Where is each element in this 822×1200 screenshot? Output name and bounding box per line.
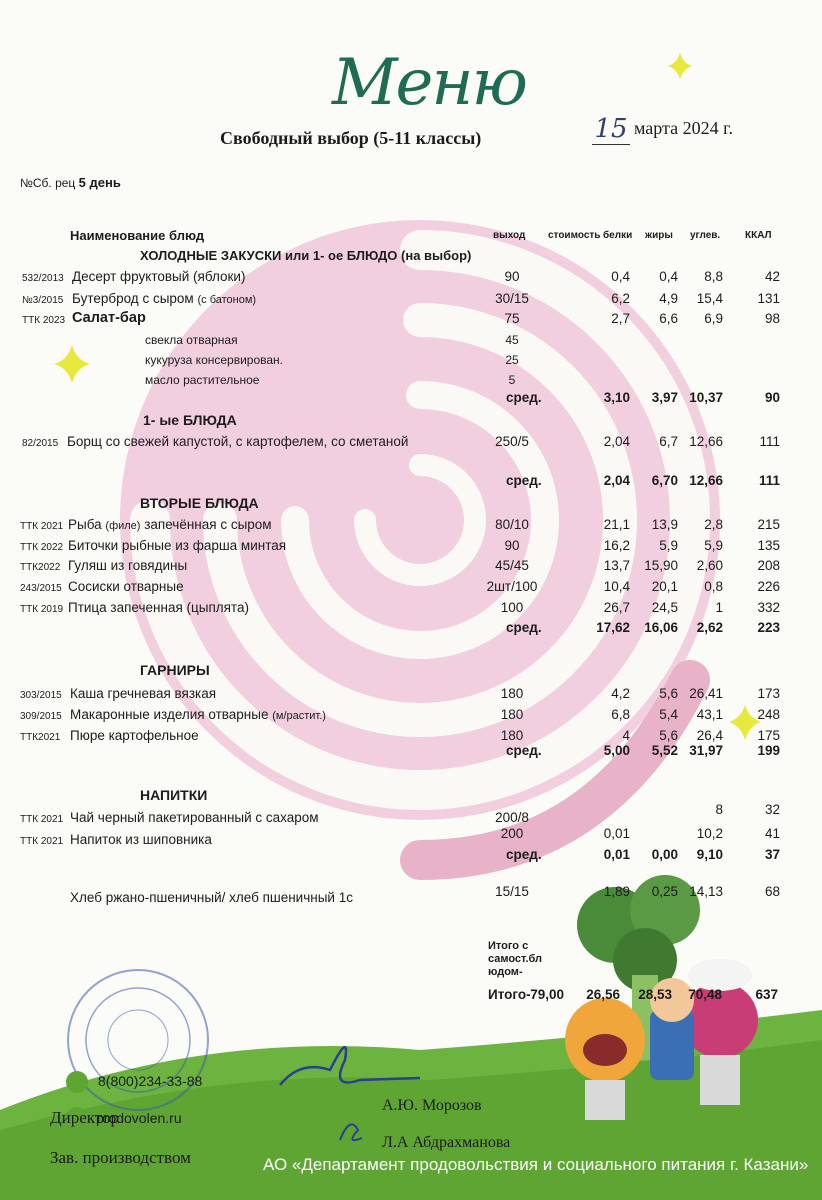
row-code: ТТК2021	[20, 732, 61, 743]
row-name	[68, 517, 272, 532]
row-yield: 75	[504, 311, 520, 326]
row-kcal: 41	[764, 826, 780, 841]
row-name: Напиток из шиповника	[70, 832, 212, 847]
row-name: Чай черный пакетированный с сахаром	[70, 810, 319, 825]
row-fat: 15,90	[644, 558, 678, 573]
col-yield: выход	[493, 230, 526, 241]
avg-protein: 0,01	[603, 847, 630, 862]
salad-part-yield: 25	[505, 353, 519, 367]
phone-icon	[66, 1071, 88, 1093]
col-fat: жиры	[645, 230, 673, 241]
page-title: Меню	[332, 46, 526, 120]
row-name: Гуляш из говядины	[68, 558, 188, 573]
row-fat: 0,4	[659, 269, 678, 284]
row-protein: 6,2	[611, 291, 630, 306]
avg-label: сред.	[506, 620, 542, 635]
section-garnish: ГАРНИРЫ	[140, 662, 210, 678]
row-code: ТТК2022	[20, 562, 61, 573]
avg-label: сред.	[506, 390, 542, 405]
row-name: Сосиски отварные	[68, 579, 184, 594]
row-fat: 5,6	[659, 728, 678, 743]
row-carbs: 10,2	[696, 826, 723, 841]
row-carbs: 6,9	[704, 311, 723, 326]
row-yield: 90	[504, 269, 520, 284]
row-kcal: 173	[757, 686, 780, 701]
row-code: 309/2015	[20, 711, 62, 722]
row-fat: 13,9	[651, 517, 678, 532]
row-yield: 100	[500, 600, 524, 615]
row-carbs: 8	[715, 802, 723, 817]
row-yield: 180	[500, 686, 524, 701]
row-protein: 1,89	[603, 884, 630, 899]
avg-fat: 5,52	[651, 743, 678, 758]
day-number: 5 день	[78, 175, 121, 190]
row-yield: 250/5	[495, 434, 529, 449]
row-protein: 16,2	[603, 538, 630, 553]
row-name: Пюре картофельное	[70, 728, 199, 743]
avg-carbs: 2,62	[696, 620, 723, 635]
row-code: 532/2013	[22, 273, 64, 284]
row-yield: 45/45	[495, 558, 529, 573]
date-day: 15	[592, 114, 630, 145]
row-yield: 180	[500, 728, 524, 743]
totals-label-line: юдом-	[488, 966, 523, 978]
totals-label	[488, 940, 542, 979]
avg-label: сред.	[506, 743, 542, 758]
totals-label-line: Итого с	[488, 940, 529, 952]
row-fat: 6,7	[659, 434, 678, 449]
row-kcal: 332	[757, 600, 780, 615]
day-code: №Сб. рец	[20, 176, 76, 190]
row-name: Салат-бар	[72, 310, 146, 326]
row-carbs: 26,4	[696, 728, 723, 743]
col-protein: белки	[603, 230, 633, 241]
salad-part-name: свекла отварная	[145, 333, 238, 347]
row-kcal: 98	[764, 311, 780, 326]
row-kcal: 226	[757, 579, 780, 594]
row-protein: 0,4	[611, 269, 630, 284]
row-fat: 24,5	[651, 600, 678, 615]
row-code: №3/2015	[22, 295, 64, 306]
row-protein: 13,7	[603, 558, 630, 573]
row-name-rest: запечённая с сыром	[144, 517, 272, 532]
row-name: Хлеб ржано-пшеничный/ хлеб пшеничный 1с	[70, 890, 353, 905]
row-fat: 5,6	[659, 686, 678, 701]
row-yield: 90	[504, 538, 520, 553]
avg-fat: 6,70	[651, 473, 678, 488]
avg-protein: 3,10	[603, 390, 630, 405]
avg-carbs: 12,66	[689, 473, 723, 488]
row-code: 82/2015	[22, 438, 59, 449]
col-name: Наименование блюд	[70, 228, 205, 243]
row-kcal: 248	[757, 707, 780, 722]
row-carbs: 1	[715, 600, 723, 615]
row-name-note: (м/растит.)	[272, 710, 326, 722]
row-yield: 30/15	[495, 291, 529, 306]
row-kcal: 208	[757, 558, 780, 573]
row-carbs: 14,13	[689, 884, 723, 899]
row-name: Десерт фруктовый (яблоки)	[72, 269, 246, 284]
date-month-year: марта 2024 г.	[634, 118, 733, 138]
website: prodovolen.ru	[96, 1110, 182, 1126]
director-label: Директор	[50, 1108, 119, 1127]
row-yield: 180	[500, 707, 524, 722]
avg-label: сред.	[506, 847, 542, 862]
total-kcal: 637	[755, 987, 778, 1002]
avg-protein: 17,62	[596, 620, 630, 635]
row-yield: 200	[500, 826, 524, 841]
section-first: 1- ые БЛЮДА	[143, 412, 237, 428]
row-carbs: 2,8	[704, 517, 723, 532]
section-drinks: НАПИТКИ	[140, 787, 208, 803]
avg-label: сред.	[506, 473, 542, 488]
row-name-main: Бутерброд с сыром	[72, 291, 194, 306]
row-fat: 6,6	[659, 311, 678, 326]
row-protein: 2,7	[611, 311, 630, 326]
row-kcal: 42	[764, 269, 780, 284]
row-carbs: 8,8	[704, 269, 723, 284]
row-name: Каша гречневая вязкая	[70, 686, 217, 701]
row-carbs: 43,1	[696, 707, 723, 722]
director-name: А.Ю. Морозов	[382, 1097, 482, 1114]
row-yield: 80/10	[495, 517, 529, 532]
avg-kcal: 90	[764, 390, 780, 405]
avg-kcal: 111	[758, 473, 780, 488]
row-protein: 2,04	[603, 434, 630, 449]
star-icon	[668, 53, 692, 79]
organization-name: АО «Департамент продовольствия и социального питания г. Казани»	[263, 1155, 809, 1174]
row-kcal: 131	[757, 291, 780, 306]
total-fat: 28,53	[638, 987, 672, 1002]
row-name	[72, 291, 256, 306]
row-name-note: (филе)	[105, 520, 141, 532]
row-code: ТТК 2019	[20, 604, 64, 615]
row-kcal: 32	[764, 802, 780, 817]
manager-label: Зав. производством	[50, 1148, 191, 1167]
row-carbs: 2,60	[696, 558, 723, 573]
row-yield: 15/15	[495, 884, 529, 899]
row-carbs: 26,41	[689, 686, 723, 701]
row-kcal: 111	[759, 434, 780, 449]
manager-name: Л.А Абдрахманова	[382, 1134, 511, 1151]
row-name: Биточки рыбные из фарша минтая	[68, 538, 287, 553]
avg-carbs: 10,37	[689, 390, 723, 405]
page-subtitle: Свободный выбор (5-11 классы)	[220, 128, 482, 148]
row-protein: 21,1	[603, 517, 630, 532]
row-code: ТТК 2021	[20, 521, 64, 532]
row-code: 303/2015	[20, 690, 62, 701]
total-cost: 79,00	[530, 987, 564, 1002]
row-protein: 4,2	[611, 686, 630, 701]
row-code: ТТК 2023	[22, 315, 66, 326]
salad-part-yield: 5	[508, 373, 516, 387]
row-yield: 200/8	[495, 810, 529, 825]
col-carbs: углев.	[690, 230, 721, 241]
row-protein: 10,4	[603, 579, 630, 594]
total-protein: 26,56	[586, 987, 620, 1002]
row-name: Борщ со свежей капустой, с картофелем, со сметаной	[67, 434, 409, 449]
row-name-note: (с батоном)	[197, 294, 257, 306]
total-carbs: 70,48	[688, 987, 722, 1002]
avg-kcal: 223	[757, 620, 780, 635]
row-protein: 6,8	[611, 707, 630, 722]
avg-kcal: 199	[757, 743, 780, 758]
totals-label-final: Итого-	[488, 987, 531, 1002]
row-kcal: 175	[757, 728, 780, 743]
section-cold: ХОЛОДНЫЕ ЗАКУСКИ или 1- ое БЛЮДО (на выбор)	[140, 248, 472, 263]
avg-carbs: 9,10	[696, 847, 723, 862]
section-second: ВТОРЫЕ БЛЮДА	[140, 495, 259, 511]
row-yield: 2шт/100	[486, 579, 538, 594]
row-code: ТТК 2022	[20, 542, 64, 553]
avg-fat: 3,97	[651, 390, 678, 405]
avg-fat: 0,00	[651, 847, 678, 862]
row-fat: 5,4	[659, 707, 678, 722]
col-cost: стоимость	[548, 230, 600, 241]
avg-carbs: 31,97	[689, 743, 723, 758]
salad-part-name: кукуруза консервирован.	[145, 353, 284, 367]
row-fat: 5,9	[659, 538, 678, 553]
row-protein: 26,7	[603, 600, 630, 615]
row-code: 243/2015	[20, 583, 62, 594]
row-name-main: Рыба	[68, 517, 102, 532]
row-kcal: 135	[757, 538, 780, 553]
row-kcal: 215	[757, 517, 780, 532]
salad-part-yield: 45	[505, 333, 519, 347]
salad-part-name: масло растительное	[145, 373, 260, 387]
row-protein: 0,01	[603, 826, 630, 841]
row-carbs: 5,9	[704, 538, 723, 553]
phone-number: 8(800)234-33-88	[98, 1073, 203, 1089]
avg-protein: 2,04	[603, 473, 630, 488]
row-kcal: 68	[764, 884, 780, 899]
row-fat: 20,1	[651, 579, 678, 594]
row-carbs: 15,4	[696, 291, 723, 306]
avg-kcal: 37	[764, 847, 780, 862]
row-code: ТТК 2021	[20, 814, 64, 825]
row-protein: 4	[622, 728, 630, 743]
star-icon	[54, 345, 90, 383]
col-kcal: ККАЛ	[745, 230, 772, 241]
row-carbs: 0,8	[704, 579, 723, 594]
row-fat: 4,9	[659, 291, 678, 306]
totals-label-line: самост.бл	[488, 953, 543, 965]
row-fat: 0,25	[651, 884, 678, 899]
day-label	[20, 175, 121, 190]
avg-fat: 16,06	[644, 620, 678, 635]
row-name-main: Макаронные изделия отварные	[70, 707, 269, 722]
row-code: ТТК 2021	[20, 836, 64, 847]
row-name	[70, 707, 326, 722]
row-carbs: 12,66	[689, 434, 723, 449]
row-name: Птица запеченная (цыплята)	[68, 600, 249, 615]
avg-protein: 5,00	[603, 743, 630, 758]
